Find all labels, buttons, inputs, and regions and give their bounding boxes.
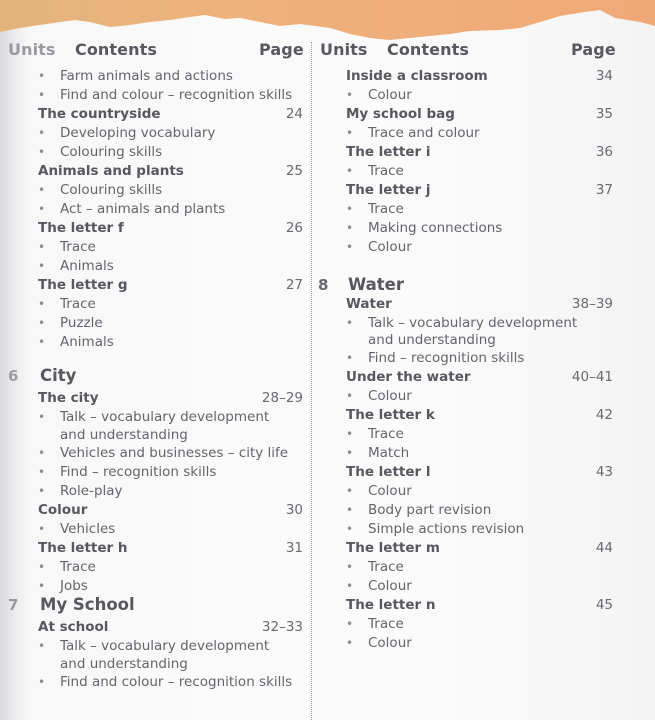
bullet-icon: • [38, 69, 46, 83]
section-title: The letter i [346, 144, 431, 160]
section-title: The city [38, 390, 99, 406]
unit-title: Water [348, 275, 404, 294]
section-title: Water [346, 296, 392, 312]
bullet-icon: • [346, 503, 354, 517]
bullet-icon: • [38, 579, 46, 593]
bullet-icon: • [38, 484, 46, 498]
bullet-icon: • [346, 560, 354, 574]
page-number: 43 [595, 464, 613, 480]
page-number: 36 [595, 144, 613, 160]
unit-number: 8 [318, 276, 329, 294]
bullet-icon: • [346, 202, 354, 216]
section-title: The letter h [38, 540, 128, 556]
bullet-icon: • [346, 579, 354, 593]
page-header: Page [259, 40, 304, 59]
page-number: 44 [595, 540, 613, 556]
column-divider [311, 42, 312, 720]
section-title: The countryside [38, 106, 161, 122]
page-number: 32–33 [261, 619, 303, 635]
bullet-icon: • [38, 259, 46, 273]
page-number: 26 [285, 220, 303, 236]
bullet-icon: • [38, 675, 46, 689]
page-number: 34 [595, 68, 613, 84]
bullet-icon: • [346, 164, 354, 178]
contents-header: Contents [387, 40, 469, 59]
section-title: My school bag [346, 106, 455, 122]
bullet-icon: • [38, 316, 46, 330]
units-header: Units [320, 40, 368, 59]
page-number: 30 [285, 502, 303, 518]
page-number: 31 [285, 540, 303, 556]
section-title: The letter l [346, 464, 431, 480]
page-number: 25 [285, 163, 303, 179]
bullet-icon: • [38, 446, 46, 460]
bullet-icon: • [38, 183, 46, 197]
unit-number: 6 [8, 367, 19, 385]
page-number: 38–39 [571, 296, 613, 312]
contents-page: Units Contents Page • Farm animals and actions • Find and colour – recognition skills The countryside 24 • Developing vocabulary • Colouring skills Animals and plants 25 • Colouring skills • Act – animals and plants The letter f 26 • Trace • Animals The letter g 27 • Trace • Puzzle • Animals 6 City The city 28–29 • Talk – vocabulary development and understanding • Vehicles and businesses – city life • Find – recognition skills • Role-play Colour 30 • Vehicles The letter h 31 • Trace • Jobs 7 My School At school 32–33 • Talk – vocabulary development and understanding • Find and colour – recognition skills Units Contents Page Inside a classroom 34 • Colour My school bag 35 • Trace and colour The letter i 36 • Trace The letter j 37 • Trace • Making connections • Colour 8 Water Water 38–39 • Talk – vocabulary development and understanding • Find – recognition skills Under the water 40–41 • Colour The letter k 42 • Trace • Match The letter l 43 • Colour • Body part revision • Simple actions revision The letter m 44 • Trace • Colour The letter n 45 • Trace • Colour [0, 0, 655, 720]
bullet-icon: • [346, 446, 354, 460]
bullet-icon: • [38, 202, 46, 216]
bullet-icon: • [346, 88, 354, 102]
bullet-icon: • [346, 617, 354, 631]
unit-title: City [40, 366, 77, 385]
bullet-icon: • [38, 465, 46, 479]
bullet-icon: • [346, 221, 354, 235]
section-title: The letter m [346, 540, 440, 556]
units-header: Units [8, 40, 56, 59]
section-title: The letter g [38, 277, 128, 293]
page-number: 45 [595, 597, 613, 613]
bullet-icon: • [346, 389, 354, 403]
bullet-icon: • [38, 145, 46, 159]
bullet-icon: • [38, 522, 46, 536]
bullet-icon: • [38, 560, 46, 574]
page-number: 37 [595, 182, 613, 198]
unit-number: 7 [8, 596, 19, 614]
page-number: 40–41 [571, 369, 613, 385]
bullet-icon: • [38, 335, 46, 349]
page-header: Page [571, 40, 616, 59]
section-title: The letter k [346, 407, 435, 423]
bullet-icon: • [346, 316, 354, 330]
torn-paper-shape [0, 0, 655, 45]
bullet-icon: • [38, 410, 46, 424]
unit-title: My School [40, 595, 135, 614]
section-title: At school [38, 619, 109, 635]
section-title: The letter f [38, 220, 124, 236]
section-title: The letter j [346, 182, 431, 198]
bullet-icon: • [346, 522, 354, 536]
section-title: Animals and plants [38, 163, 184, 179]
page-number: 42 [595, 407, 613, 423]
page-number: 24 [285, 106, 303, 122]
contents-header: Contents [75, 40, 157, 59]
bullet-icon: • [346, 126, 354, 140]
section-title: The letter n [346, 597, 436, 613]
bullet-icon: • [38, 126, 46, 140]
bullet-icon: • [38, 639, 46, 653]
section-title: Inside a classroom [346, 68, 488, 84]
bullet-icon: • [38, 88, 46, 102]
bullet-icon: • [38, 240, 46, 254]
page-number: 27 [285, 277, 303, 293]
torn-paper-header-decoration [0, 0, 655, 45]
bullet-icon: • [38, 297, 46, 311]
page-number: 35 [595, 106, 613, 122]
bullet-icon: • [346, 636, 354, 650]
section-title: Under the water [346, 369, 471, 385]
bullet-icon: • [346, 240, 354, 254]
page-number: 28–29 [261, 390, 303, 406]
section-title: Colour [38, 502, 88, 518]
bullet-icon: • [346, 351, 354, 365]
bullet-icon: • [346, 484, 354, 498]
bullet-icon: • [346, 427, 354, 441]
